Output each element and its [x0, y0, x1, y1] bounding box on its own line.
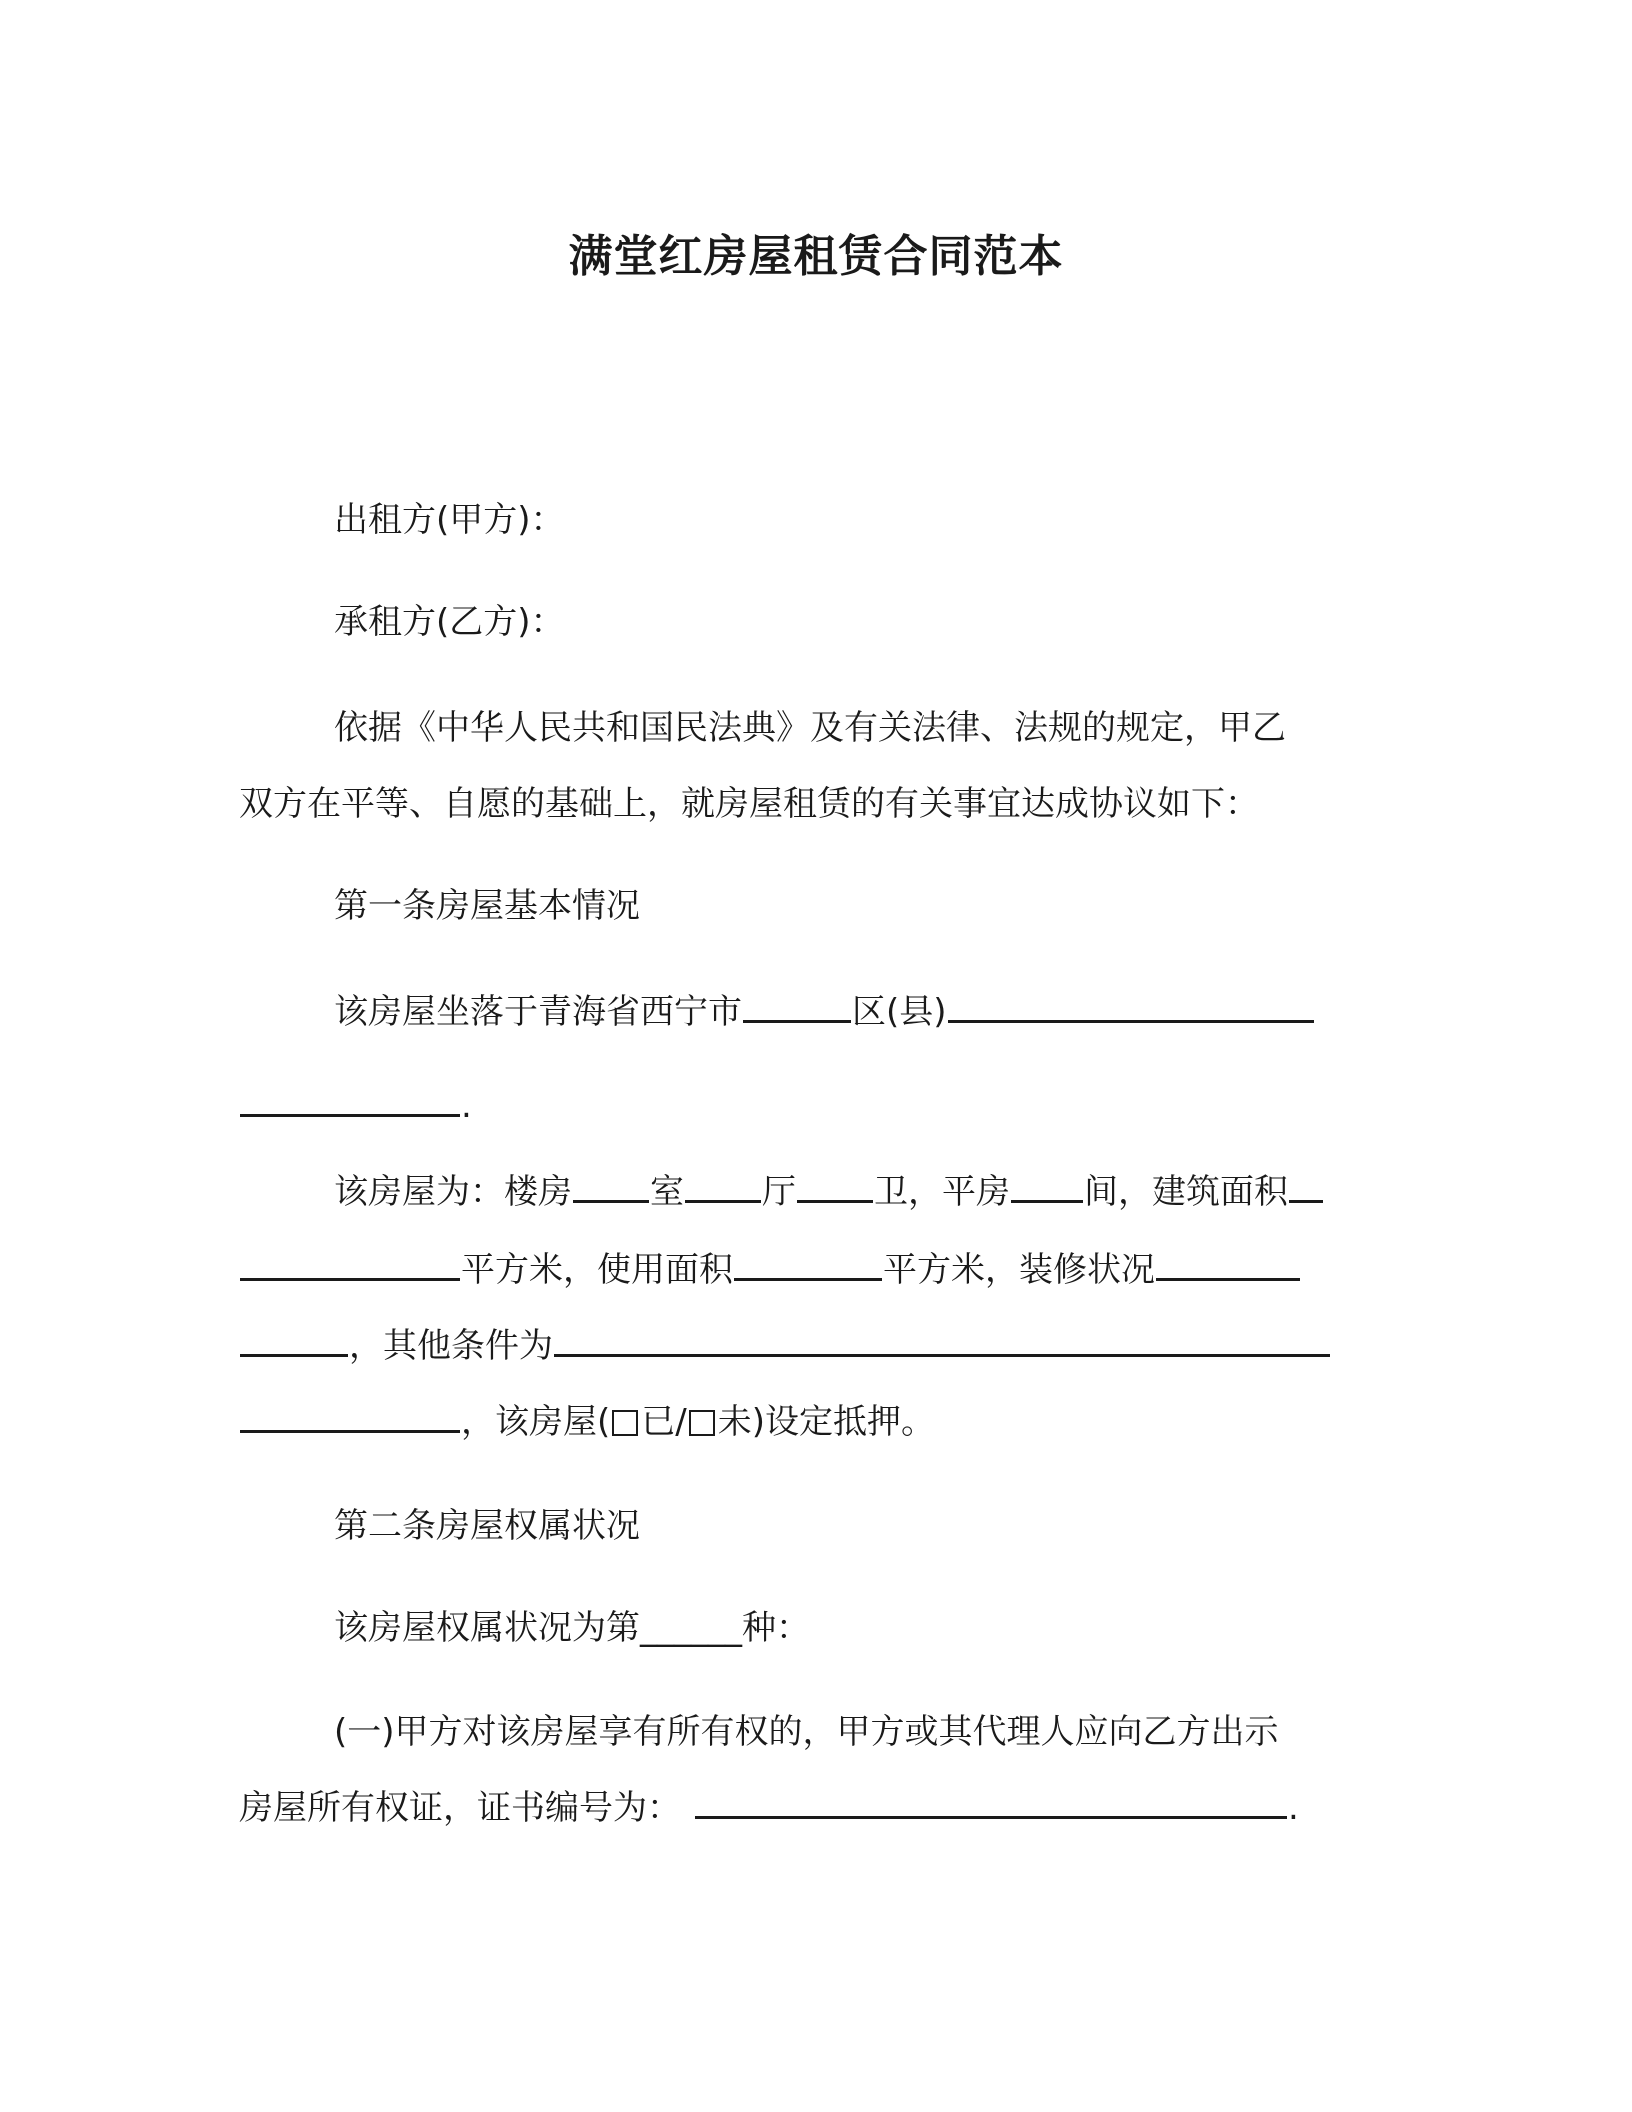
already-label: 已/	[641, 1402, 687, 1442]
article-2-heading: 第二条房屋权属状况	[334, 1506, 640, 1546]
intro-line-1: 依据《中华人民共和国民法典》及有关法律、法规的规定，甲乙	[334, 708, 1286, 748]
document-title: 满堂红房屋租赁合同范本	[568, 231, 1064, 282]
area-blank-start[interactable]	[1289, 1170, 1323, 1203]
party-a-label: 出租方(甲方)：	[334, 500, 565, 540]
sqm2-label: 平方米，装修状况	[883, 1250, 1155, 1290]
decoration-blank-2[interactable]	[240, 1324, 348, 1357]
cert-end: .	[1288, 1788, 1299, 1828]
jian-label: 间，建筑面积	[1084, 1172, 1288, 1212]
location-line-2	[239, 1084, 472, 1128]
usable-area-blank[interactable]	[734, 1248, 882, 1281]
house-desc-line-4	[239, 1400, 935, 1444]
desc-prefix: 该房屋为：楼房	[334, 1172, 572, 1212]
location-line	[334, 990, 1315, 1034]
decoration-blank[interactable]	[1156, 1248, 1300, 1281]
hall-blank[interactable]	[685, 1170, 761, 1203]
address-blank-2[interactable]	[240, 1084, 460, 1117]
checkbox-not[interactable]	[689, 1410, 715, 1436]
bath-blank[interactable]	[797, 1170, 873, 1203]
area-blank[interactable]	[240, 1248, 460, 1281]
house-desc-line-2	[239, 1248, 1301, 1292]
address-blank[interactable]	[948, 990, 1314, 1023]
other-conditions-blank-2[interactable]	[240, 1400, 460, 1433]
checkbox-already[interactable]	[612, 1410, 638, 1436]
ownership-type-line	[334, 1606, 810, 1650]
certificate-number-blank[interactable]	[695, 1786, 1287, 1819]
ownership-line-2	[239, 1786, 1299, 1830]
type-prefix: 该房屋权属状况为第	[334, 1608, 640, 1648]
cert-prefix: 房屋所有权证，证书编号为：	[239, 1788, 681, 1828]
other-label: ，其他条件为	[349, 1326, 553, 1366]
ownership-line-1: (一)甲方对该房屋享有所有权的，甲方或其代理人应向乙方出示	[334, 1712, 1279, 1752]
not-label: 未)设定抵押。	[717, 1402, 935, 1442]
location-end: .	[461, 1086, 472, 1126]
jian-blank[interactable]	[1011, 1170, 1083, 1203]
bath-label: 卫，平房	[874, 1172, 1010, 1212]
intro-line-2: 双方在平等、自愿的基础上，就房屋租赁的有关事宜达成协议如下：	[239, 784, 1259, 824]
hall-label: 厅	[762, 1172, 796, 1212]
other-conditions-blank[interactable]	[554, 1324, 1330, 1357]
house-desc-line-3	[239, 1324, 1331, 1368]
type-blank[interactable]: ______	[640, 1608, 742, 1648]
room-blank[interactable]	[573, 1170, 649, 1203]
article-1-heading: 第一条房屋基本情况	[334, 886, 640, 926]
type-suffix: 种：	[742, 1608, 810, 1648]
district-blank[interactable]	[743, 990, 851, 1023]
sqm1-label: 平方米，使用面积	[461, 1250, 733, 1290]
district-label: 区(县)	[852, 992, 947, 1032]
mortgage-prefix: ，该房屋(	[461, 1402, 611, 1442]
party-b-label: 承租方(乙方)：	[334, 602, 565, 642]
location-prefix: 该房屋坐落于青海省西宁市	[334, 992, 742, 1032]
room-label: 室	[650, 1172, 684, 1212]
house-desc-line-1	[334, 1170, 1324, 1214]
